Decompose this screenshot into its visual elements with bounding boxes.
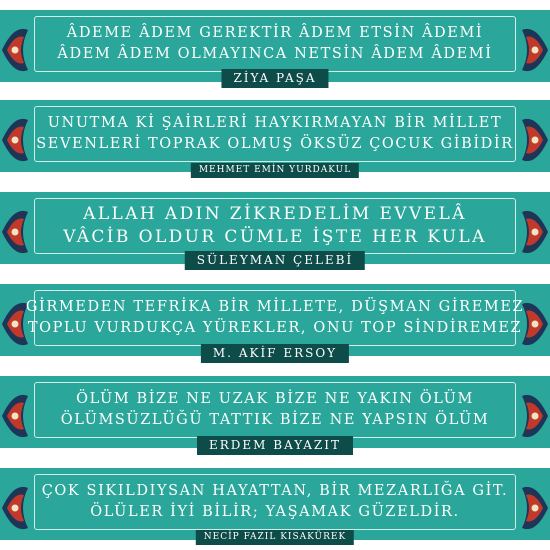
quote-line: ALLAH ADIN ZİKREDELİM EVVELÂ bbox=[83, 204, 467, 224]
ornament-right-icon bbox=[520, 478, 550, 538]
quote-line: ÖLÜM BİZE NE UZAK BİZE NE YAKIN ÖLÜM bbox=[76, 391, 474, 407]
author-label: NECİP FAZIL KISAKÜREK bbox=[196, 530, 354, 545]
ornament-right-icon bbox=[520, 110, 550, 170]
quote-text bbox=[34, 108, 516, 160]
quote-line: ÖLÜLER İYİ BİLİR; YAŞAMAK GÜZELDİR. bbox=[90, 504, 460, 520]
quote-banner bbox=[0, 468, 550, 548]
ornament-left-icon bbox=[0, 386, 30, 446]
quote-line: ÂDEM ÂDEM OLMAYINCA NETSİN ÂDEM ÂDEMİ bbox=[57, 46, 493, 62]
quote-banner bbox=[0, 10, 550, 90]
quote-text bbox=[34, 18, 516, 70]
quote-banner bbox=[0, 100, 550, 180]
quote-line: SEVENLERİ TOPRAK OLMUŞ ÖKSÜZ ÇOCUK GİBİDİR bbox=[36, 136, 514, 152]
quote-text bbox=[34, 200, 516, 252]
ornament-right-icon bbox=[520, 294, 550, 354]
ornament-left-icon bbox=[0, 110, 30, 170]
quote-banner bbox=[0, 376, 550, 456]
quote-text bbox=[34, 384, 516, 436]
quote-text bbox=[25, 292, 525, 344]
quote-line: UNUTMA Kİ ŞAİRLERİ HAYKIRMAYAN BİR MİLLET bbox=[47, 115, 503, 131]
ornament-left-icon bbox=[0, 202, 30, 262]
author-label: SÜLEYMAN ÇELEBİ bbox=[185, 251, 365, 270]
author-label: M. AKİF ERSOY bbox=[201, 344, 349, 363]
quote-banner bbox=[0, 192, 550, 272]
quote-line: VÂCİB OLDUR CÜMLE İŞTE HER KULA bbox=[63, 227, 487, 247]
quote-line: ÇOK SIKILDIYSAN HAYATTAN, BİR MEZARLIĞA GİT. bbox=[41, 483, 509, 499]
ornament-right-icon bbox=[520, 386, 550, 446]
quote-banner bbox=[0, 284, 550, 364]
ornament-left-icon bbox=[0, 478, 30, 538]
author-label: ERDEM BAYAZIT bbox=[197, 436, 353, 455]
quote-line: ÖLÜMSÜZLÜĞÜ TATTIK BİZE NE YAPSIN ÖLÜM bbox=[60, 412, 490, 428]
ornament-right-icon bbox=[520, 20, 550, 80]
author-label: MEHMET EMİN YURDAKUL bbox=[191, 163, 359, 178]
quote-line: GİRMEDEN TEFRİKA BİR MİLLETE, DÜŞMAN GİREMEZ bbox=[25, 299, 525, 315]
ornament-right-icon bbox=[520, 202, 550, 262]
quote-text bbox=[34, 476, 516, 528]
author-label: ZİYA PAŞA bbox=[221, 69, 328, 88]
quote-line: ÂDEME ÂDEM GEREKTİR ÂDEM ETSİN ÂDEMİ bbox=[66, 25, 484, 41]
ornament-left-icon bbox=[0, 20, 30, 80]
quote-line: TOPLU VURDUKÇA YÜREKLER, ONU TOP SİNDİREMEZ bbox=[27, 320, 523, 336]
